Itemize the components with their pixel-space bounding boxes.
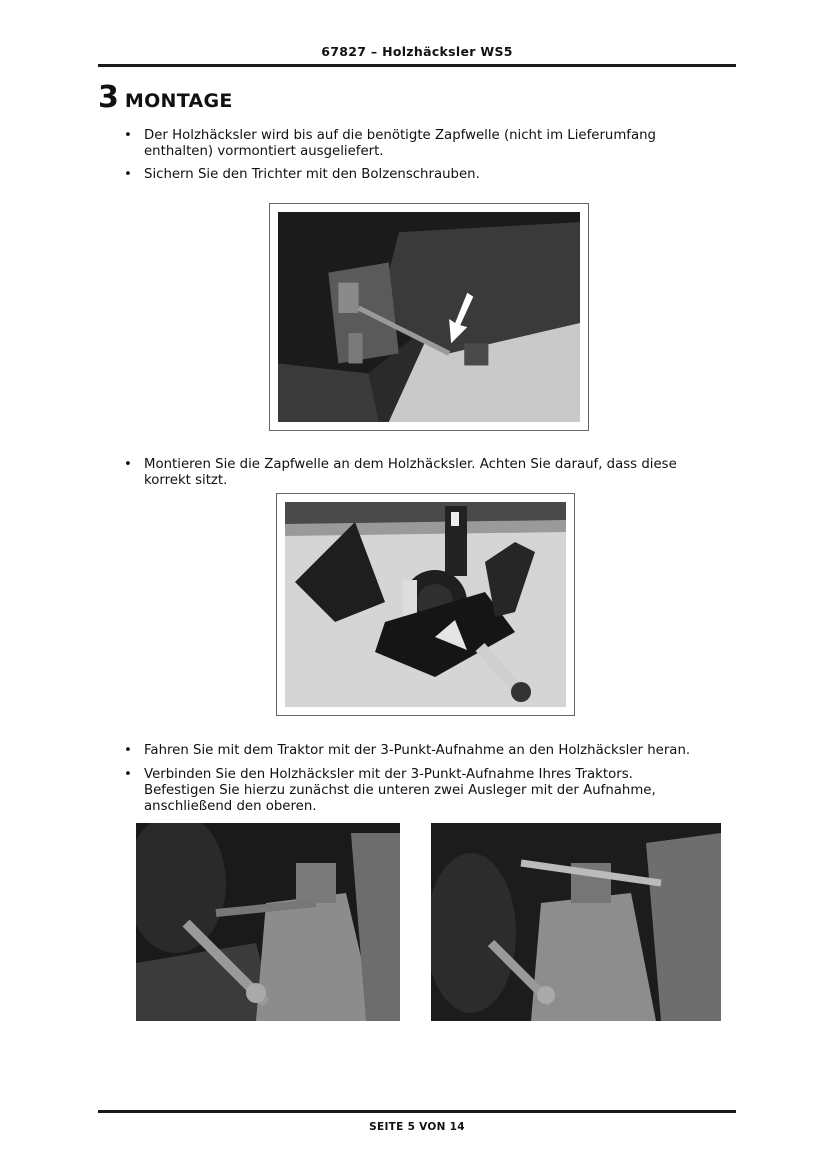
bullet-dot: • — [124, 167, 132, 182]
list-item-line: enthalten) vormontiert ausgeliefert. — [144, 144, 384, 159]
list-item-line: Sichern Sie den Trichter mit den Bolzenschrauben. — [144, 167, 480, 182]
list-item-line: Fahren Sie mit dem Traktor mit der 3-Punkt-Aufnahme an den Holzhäcksler heran. — [144, 743, 691, 758]
list-item-line: Montieren Sie die Zapfwelle an dem Holzhäcksler. Achten Sie darauf, dass diese — [144, 457, 677, 472]
list-item — [124, 457, 734, 489]
section-heading — [98, 80, 233, 115]
page-header-title: 67827 – Holzhäcksler WS5 — [321, 44, 513, 59]
page-number: SEITE 5 VON 14 — [369, 1121, 465, 1133]
list-item — [124, 167, 734, 183]
photo-hopper-bolts — [269, 203, 589, 431]
bullet-dot: • — [124, 767, 132, 782]
list-item-line: korrekt sitzt. — [144, 473, 228, 488]
list-item-line: Der Holzhäcksler wird bis auf die benötigte Zapfwelle (nicht im Lieferumfang — [144, 128, 656, 143]
list-item-line: Verbinden Sie den Holzhäcksler mit der 3-Punkt-Aufnahme Ihres Traktors. — [144, 767, 633, 782]
section-number: 3 — [98, 80, 119, 115]
photo-lower-arms — [136, 823, 400, 1021]
list-item — [124, 743, 734, 759]
section-title: MONTAGE — [124, 90, 233, 112]
list-item-line: anschließend den oberen. — [144, 799, 317, 814]
footer-rule — [98, 1110, 736, 1113]
list-item — [124, 128, 734, 160]
header-rule — [98, 64, 736, 67]
bullet-dot: • — [124, 743, 132, 758]
bullet-dot: • — [124, 457, 132, 472]
photo-top-link — [431, 823, 721, 1021]
list-item-line: Befestigen Sie hierzu zunächst die unteren zwei Ausleger mit der Aufnahme, — [144, 783, 656, 798]
list-item — [124, 767, 734, 815]
photo-wood-chipper — [276, 493, 575, 716]
bullet-dot: • — [124, 128, 132, 143]
